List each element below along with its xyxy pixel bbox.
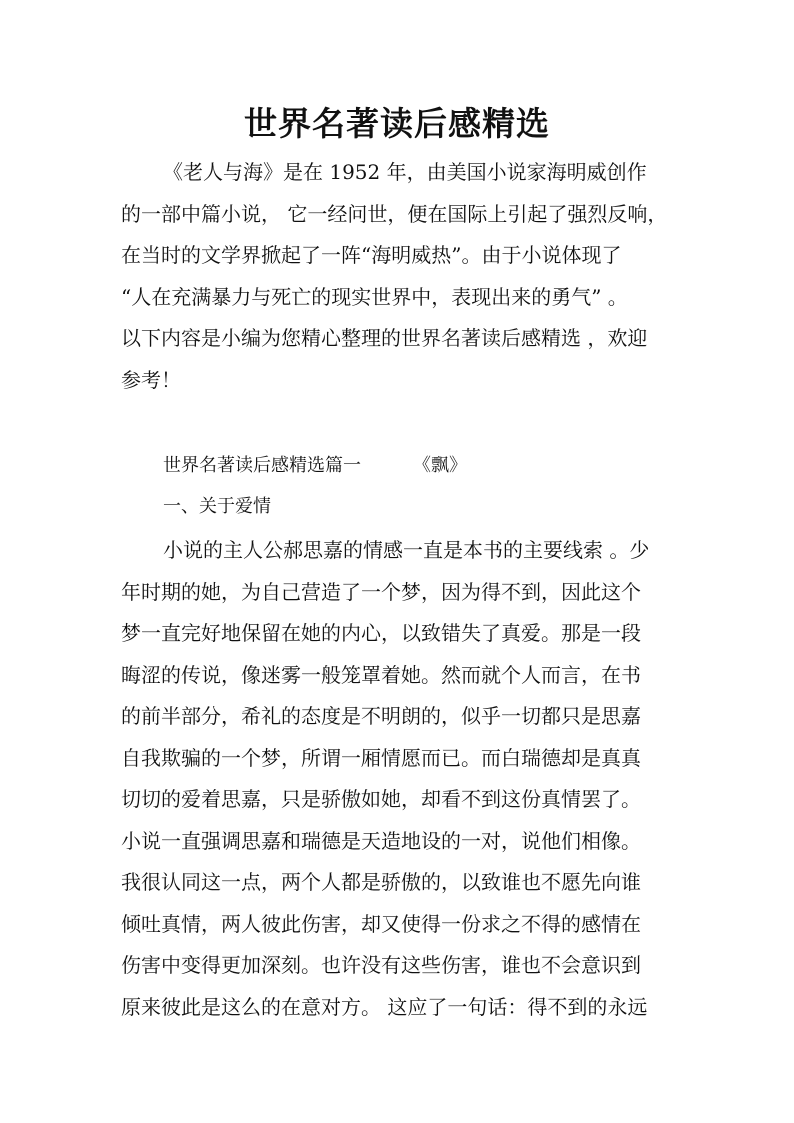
body-line-5: 的前半部分，希礼的态度是不明朗的，似乎一切都只是思嘉: [121, 704, 641, 728]
section-heading: [163, 455, 467, 477]
body-line-12: 原来彼此是这么的在意对方。 这应了一句话：得不到的永远: [121, 995, 648, 1019]
intro-line-6: 参考！: [121, 368, 181, 392]
body-line-2: 年时期的她，为自己营造了一个梦，因为得不到，因此这个: [121, 580, 641, 604]
body-line-6: 自我欺骗的一个梦，所谓一厢情愿而已。而白瑞德却是真真: [121, 746, 641, 770]
body-line-3: 梦一直完好地保留在她的内心，以致错失了真爱。那是一段: [121, 621, 641, 645]
intro-line-3: 在当时的文学界掀起了一阵“海明威热”。由于小说体现了: [121, 243, 622, 267]
body-line-4: 晦涩的传说，像迷雾一般笼罩着她。然而就个人而言，在书: [121, 663, 641, 687]
intro-line-4: “人在充满暴力与死亡的现实世界中，表现出来的勇气” 。: [121, 285, 628, 309]
body-line-8: 小说一直强调思嘉和瑞德是天造地设的一对，说他们相像。: [121, 829, 641, 853]
intro-line-1: 《老人与海》是在 1952 年，由美国小说家海明威创作: [163, 160, 647, 184]
intro-line-2: 的一部中篇小说， 它一经问世，便在国际上引起了强烈反响，: [121, 202, 668, 226]
document-title: 世界名著读后感精选: [244, 104, 550, 143]
intro-line-5: 以下内容是小编为您精心整理的世界名著读后感精选 ，欢迎: [121, 326, 648, 350]
section-book-title: 《飘》: [413, 455, 467, 476]
section-title: 世界名著读后感精选篇一: [163, 455, 361, 476]
body-line-11: 伤害中变得更加深刻。也许没有这些伤害，谁也不会意识到: [121, 953, 641, 977]
body-line-10: 倾吐真情，两人彼此伤害，却又使得一份求之不得的感情在: [121, 912, 641, 936]
body-line-7: 切切的爱着思嘉，只是骄傲如她，却看不到这份真情罢了。: [121, 787, 641, 811]
body-line-1: 小说的主人公郝思嘉的情感一直是本书的主要线索 。少: [163, 538, 650, 562]
section-subheading: 一、关于爱情: [163, 496, 271, 517]
body-line-9: 我很认同这一点，两个人都是骄傲的，以致谁也不愿先向谁: [121, 870, 641, 894]
